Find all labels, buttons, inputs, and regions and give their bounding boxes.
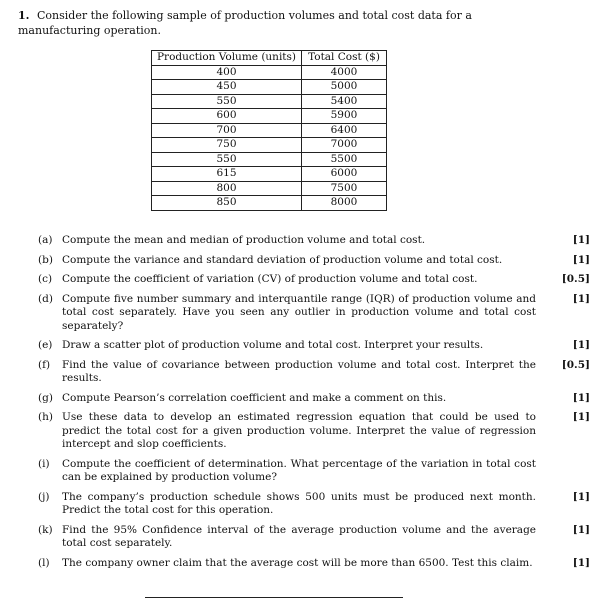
part-marks: [1]: [572, 556, 590, 569]
volume-cell: 700: [152, 123, 302, 138]
table-row: [152, 167, 387, 182]
part-text: Compute the mean and median of production volume and total cost.: [62, 234, 426, 246]
part-marks: [1]: [572, 490, 590, 503]
cost-cell: 8000: [302, 196, 387, 211]
part-text: Compute the coefficient of determination. What percentage of the variation in total cost can be explained by production volume?: [62, 457, 536, 483]
table-row: [152, 94, 387, 109]
part-text: Compute five number summary and interquantile range (IQR) of production volume and total cost separately. Have you seen any outlier in production volume and total cost separately?: [62, 292, 536, 332]
part-label: (d): [38, 292, 53, 305]
part-text: Draw a scatter plot of production volume and total cost. Interpret your results.: [62, 339, 484, 351]
cost-cell: 6000: [302, 167, 387, 182]
part-e: [38, 339, 590, 353]
part-marks: [1]: [572, 253, 590, 266]
cost-cell: 7000: [302, 138, 387, 153]
volume-cell: 550: [152, 94, 302, 109]
part-label: (g): [38, 391, 53, 404]
table-header-row: [152, 51, 387, 66]
table-row: [152, 181, 387, 196]
table-row: [152, 196, 387, 211]
part-label: (j): [38, 490, 50, 503]
part-g: [38, 392, 590, 406]
volume-cell: 750: [152, 138, 302, 153]
cost-cell: 5500: [302, 152, 387, 167]
part-c: [38, 273, 590, 287]
question-number: 1.: [18, 9, 30, 22]
part-text: Compute Pearson’s correlation coefficient and make a comment on this.: [62, 391, 447, 404]
question-parts: [38, 234, 590, 576]
question-intro: [18, 8, 538, 38]
part-marks: [0.5]: [561, 273, 590, 285]
volume-cell: 550: [152, 152, 302, 167]
part-label: (a): [38, 234, 53, 246]
part-label: (f): [38, 358, 51, 371]
part-label: (h): [38, 411, 53, 423]
header-production-volume: Production Volume (units): [152, 51, 302, 66]
part-label: (e): [38, 339, 53, 351]
part-label: (l): [38, 556, 50, 569]
cost-cell: 5400: [302, 94, 387, 109]
table-row: [152, 80, 387, 95]
part-i: [38, 458, 590, 485]
header-total-cost: Total Cost ($): [302, 51, 387, 66]
table-row: [152, 65, 387, 80]
part-h: [38, 411, 590, 452]
cost-cell: 7500: [302, 181, 387, 196]
part-f: [38, 359, 590, 386]
part-label: (i): [38, 457, 50, 470]
part-d: [38, 293, 590, 334]
table-row: [152, 123, 387, 138]
part-b: [38, 254, 590, 268]
table-row: [152, 152, 387, 167]
cost-cell: 4000: [302, 65, 387, 80]
part-marks: [1]: [572, 391, 590, 404]
part-marks: [1]: [572, 523, 590, 536]
part-k: [38, 524, 590, 551]
part-label: (b): [38, 253, 53, 266]
part-text: Compute the variance and standard deviation of production volume and total cost.: [62, 253, 503, 266]
production-cost-table: [151, 50, 387, 211]
table-row: [152, 109, 387, 124]
cost-cell: 6400: [302, 123, 387, 138]
volume-cell: 615: [152, 167, 302, 182]
part-text: The company’s production schedule shows 500 units must be produced next month. Predict the total cost for this operation.: [62, 490, 536, 516]
part-text: Find the value of covariance between production volume and total cost. Interpret the results.: [62, 358, 536, 384]
part-text: Compute the coefficient of variation (CV) of production volume and total cost.: [62, 273, 478, 285]
volume-cell: 850: [152, 196, 302, 211]
part-label: (c): [38, 273, 53, 285]
part-marks: [0.5]: [561, 358, 590, 371]
table-row: [152, 138, 387, 153]
part-text: Use these data to develop an estimated regression equation that could be used to predict the total cost for a given production volume. Interpret the value of regression intercept and slop coefficients.: [62, 411, 536, 450]
part-marks: [1]: [572, 411, 590, 423]
part-a: [38, 234, 590, 248]
cost-cell: 5900: [302, 109, 387, 124]
part-marks: [1]: [572, 292, 590, 305]
part-marks: [1]: [572, 339, 590, 351]
part-text: Find the 95% Confidence interval of the average production volume and the average total cost separately.: [62, 523, 536, 549]
volume-cell: 400: [152, 65, 302, 80]
end-rule: [145, 597, 403, 598]
part-text: The company owner claim that the average cost will be more than 6500. Test this claim.: [62, 556, 533, 569]
part-l: [38, 557, 590, 571]
part-label: (k): [38, 523, 53, 536]
volume-cell: 600: [152, 109, 302, 124]
part-marks: [1]: [572, 234, 590, 246]
volume-cell: 800: [152, 181, 302, 196]
cost-cell: 5000: [302, 80, 387, 95]
volume-cell: 450: [152, 80, 302, 95]
question-intro-text: Consider the following sample of production volumes and total cost data for a manufacturing operation.: [18, 9, 472, 37]
part-j: [38, 491, 590, 518]
